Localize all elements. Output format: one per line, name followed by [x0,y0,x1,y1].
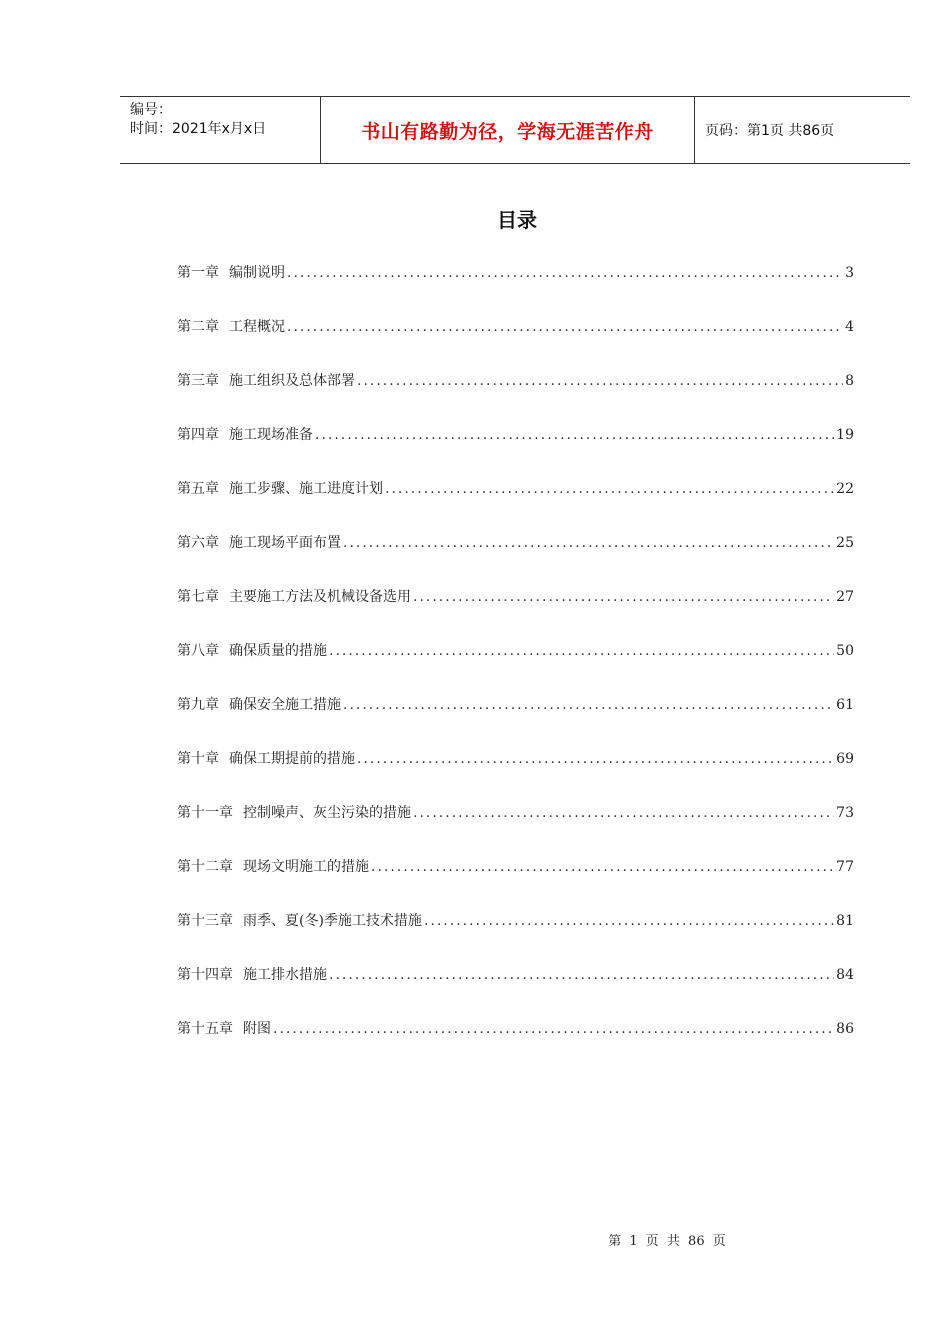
toc-page-number: 19 [836,427,854,443]
toc-chapter-number: 第十三章 [177,913,233,929]
toc-leader-dots [371,859,834,875]
toc-leader-dots [385,481,834,497]
toc-entry[interactable] [177,694,854,748]
toc-chapter-number: 第十五章 [177,1021,233,1037]
toc-leader-dots [413,805,834,821]
page-info-text: 页码：第1页 共86页 [705,123,835,139]
toc-chapter-number: 第一章 [177,265,219,281]
toc-leader-dots [287,319,843,335]
toc-leader-dots [329,643,834,659]
code-label: 编号： [130,102,172,118]
toc-leader-dots [357,751,834,767]
toc-page-number: 81 [836,913,854,929]
toc-entry[interactable] [177,424,854,478]
page-info-cell [695,97,910,163]
motto-text: 书山有路勤为径，学海无涯苦作舟 [361,120,654,143]
toc-page-number: 50 [836,643,854,659]
toc-chapter-number: 第三章 [177,373,219,389]
toc-chapter-title: 主要施工方法及机械设备选用 [229,589,411,605]
toc-chapter-title: 编制说明 [229,265,285,281]
header-meta-cell [120,97,321,163]
toc-entry[interactable] [177,316,854,370]
toc-title: 目录 [497,208,537,232]
toc-page-number: 61 [836,697,854,713]
toc-page-number: 3 [845,265,854,281]
toc-page-number: 27 [836,589,854,605]
table-of-contents [177,262,854,1072]
toc-chapter-number: 第四章 [177,427,219,443]
toc-chapter-number: 第八章 [177,643,219,659]
toc-chapter-number: 第十章 [177,751,219,767]
toc-chapter-title: 施工步骤、施工进度计划 [229,481,383,497]
toc-entry[interactable] [177,910,854,964]
toc-entry[interactable] [177,640,854,694]
toc-chapter-title: 工程概况 [229,319,285,335]
toc-leader-dots [273,1021,834,1037]
toc-entry[interactable] [177,748,854,802]
toc-entry[interactable] [177,802,854,856]
toc-page-number: 73 [836,805,854,821]
toc-leader-dots [315,427,834,443]
toc-page-number: 84 [836,967,854,983]
toc-chapter-title: 雨季、夏(冬)季施工技术措施 [243,913,422,929]
toc-chapter-number: 第五章 [177,481,219,497]
toc-chapter-number: 第十二章 [177,859,233,875]
toc-chapter-title: 施工现场平面布置 [229,535,341,551]
toc-chapter-number: 第十一章 [177,805,233,821]
toc-page-number: 77 [836,859,854,875]
toc-leader-dots [343,535,834,551]
toc-page-number: 4 [845,319,854,335]
toc-entry[interactable] [177,964,854,1018]
toc-leader-dots [357,373,843,389]
toc-entry[interactable] [177,586,854,640]
toc-leader-dots [343,697,834,713]
toc-chapter-number: 第二章 [177,319,219,335]
toc-page-number: 69 [836,751,854,767]
toc-page-number: 25 [836,535,854,551]
date-label: 时间：2021年x月x日 [130,121,267,137]
toc-entry[interactable] [177,856,854,910]
toc-chapter-title: 施工组织及总体部署 [229,373,355,389]
page-footer: 第 1 页 共 86 页 [608,1234,726,1249]
toc-chapter-title: 附图 [243,1021,271,1037]
toc-chapter-title: 确保质量的措施 [229,643,327,659]
toc-chapter-number: 第六章 [177,535,219,551]
toc-entry[interactable] [177,370,854,424]
toc-page-number: 86 [836,1021,854,1037]
toc-chapter-number: 第十四章 [177,967,233,983]
toc-chapter-title: 控制噪声、灰尘污染的措施 [243,805,411,821]
toc-entry[interactable] [177,478,854,532]
toc-chapter-title: 确保工期提前的措施 [229,751,355,767]
toc-chapter-title: 确保安全施工措施 [229,697,341,713]
toc-chapter-title: 施工排水措施 [243,967,327,983]
toc-page-number: 22 [836,481,854,497]
toc-leader-dots [287,265,843,281]
toc-leader-dots [424,913,834,929]
toc-chapter-title: 施工现场准备 [229,427,313,443]
toc-chapter-number: 第九章 [177,697,219,713]
page-header [120,96,910,164]
toc-leader-dots [413,589,834,605]
toc-entry[interactable] [177,1018,854,1072]
toc-entry[interactable] [177,262,854,316]
motto-cell [321,97,695,163]
toc-page-number: 8 [845,373,854,389]
toc-leader-dots [329,967,834,983]
toc-entry[interactable] [177,532,854,586]
toc-chapter-title: 现场文明施工的措施 [243,859,369,875]
toc-chapter-number: 第七章 [177,589,219,605]
